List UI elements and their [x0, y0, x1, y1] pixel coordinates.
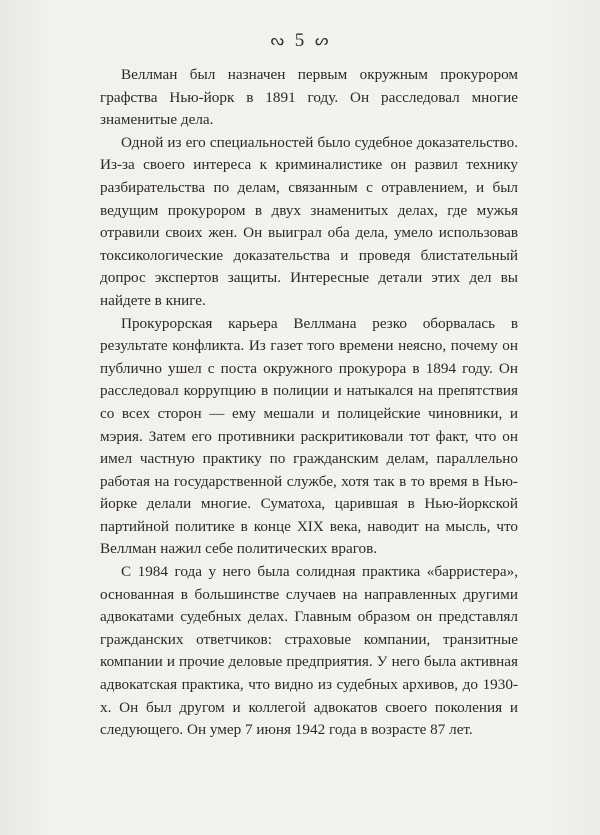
page-header — [0, 30, 600, 52]
paragraph: Прокурорская карьера Веллмана резко оборвалась в результате конфликта. Из газет того времени неясно, почему он публично ушел с поста окружного прокурора в 1894 году. Он расследовал коррупцию в полиции и натыкался на препятствия со всех сторон — ему мешали и полицейские чиновники, и мэрия. Затем его противники раскритиковали тот факт, что он имел частную практику по гражданским делам, параллельно работая на государственной службе, хотя так в то время в Нью-йорке делали многие. Суматоха, царившая в Нью-йоркской партийной политике в конце XIX века, наводит на мысль, что Веллман нажил себе политических врагов. — [100, 314, 518, 558]
ornament-left-icon: ᔓ — [270, 33, 285, 49]
paragraph: С 1984 года у него была солидная практика «барристера», основанная в большинстве случаев на направленных другими адвокатами судебных делах. Главным образом он представлял гражданских ответчиков: страховые компании, транзитные компании и прочие деловые предприятия. У него была активная адвокатская практика, что видно из судебных архивов, до 1930-х. Он был другом и коллегой адвокатов своего поколения и следующего. Он умер 7 июня 1942 года в возрасте 87 лет. — [100, 563, 518, 739]
ornament-right-icon: ᔕ — [315, 33, 330, 49]
paragraph: Одной из его специальностей было судебное доказательство. Из-за своего интереса к криминалистике он развил технику разбирательства по делам, связанным с отравлением, и был ведущим прокурором в двух знаменитых делах, где мужья отравили своих жен. Он выиграл оба дела, умело использовав токсикологические доказательства и проведя блистательный допрос экспертов защиты. Интересные детали этих дел вы найдете в книге. — [100, 133, 518, 309]
page-number: 5 — [294, 30, 306, 51]
paragraph: Веллман был назначен первым окружным прокурором графства Нью-йорк в 1891 году. Он расследовал многие знаменитые дела. — [100, 66, 518, 129]
body-text — [100, 64, 518, 742]
